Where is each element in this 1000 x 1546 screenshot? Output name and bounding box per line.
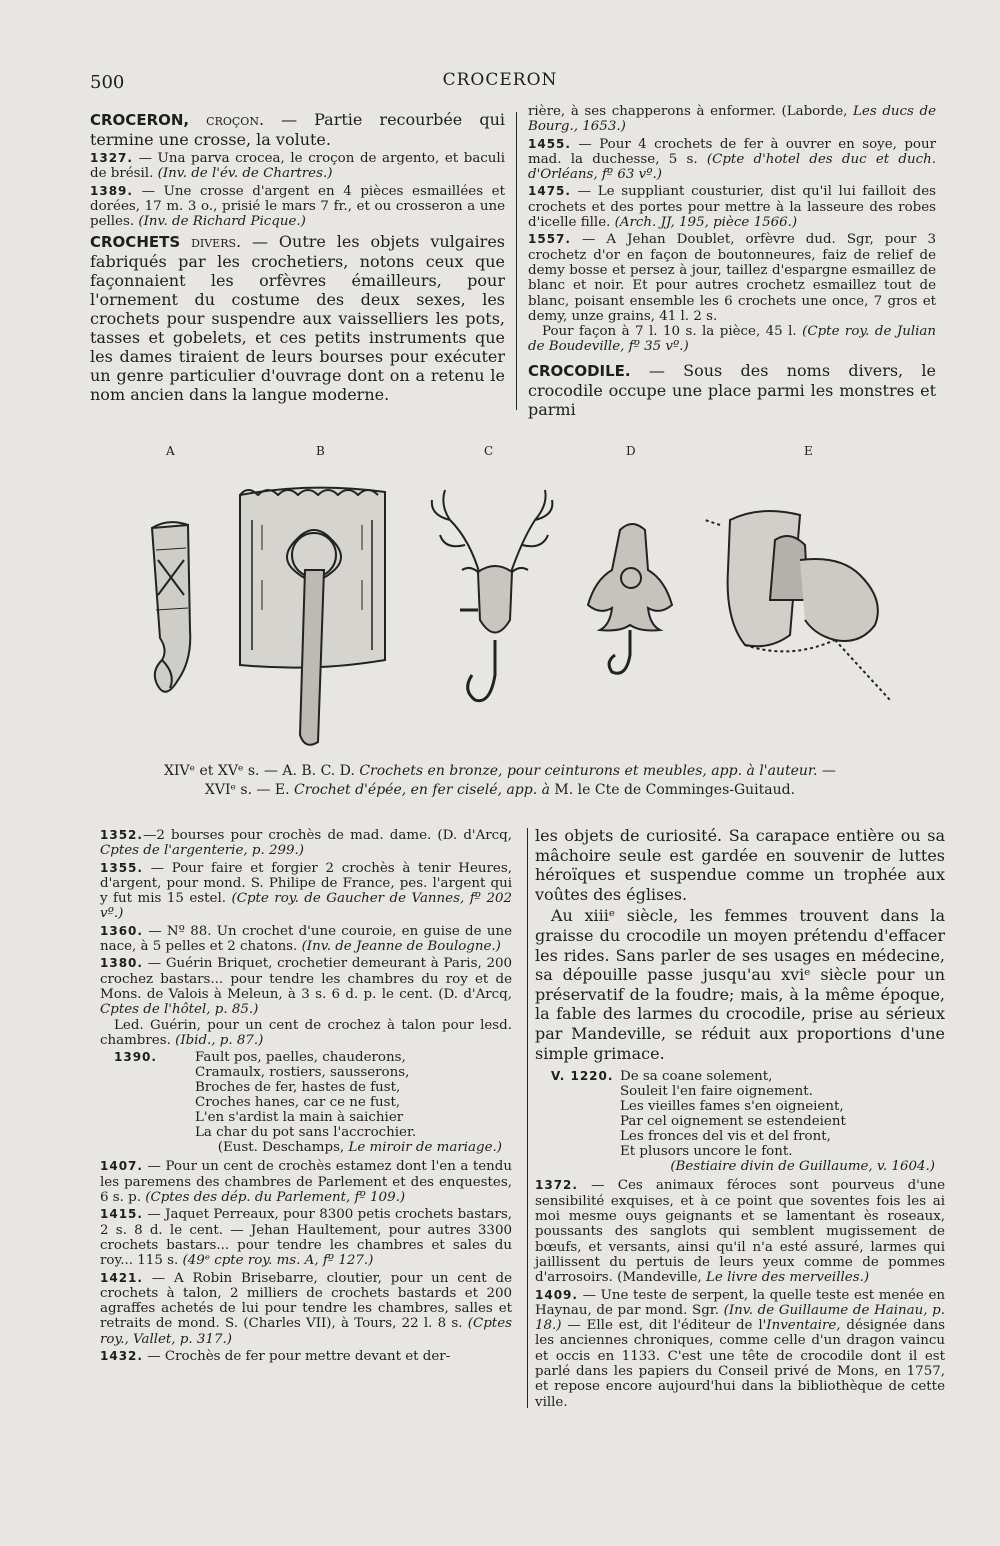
caption-text: — bbox=[817, 763, 836, 779]
top-left-column bbox=[90, 110, 505, 407]
caption-text: XVIᵉ s. — E. bbox=[204, 782, 295, 798]
entry-source: (Cptes roy., Vallet, p. 317.) bbox=[100, 1316, 512, 1347]
page-number: 500 bbox=[90, 72, 125, 93]
figure-label-b: B bbox=[316, 444, 325, 458]
entry-1380 bbox=[100, 956, 512, 1017]
verse-line: L'en s'ardist la main à saichier bbox=[195, 1110, 404, 1126]
entry-1389 bbox=[90, 184, 505, 230]
caption-text: M. le Cte de Comminges-Guitaud. bbox=[549, 782, 796, 798]
entry-source: (Inv. de Guillaume de Hainau, p. 18.) bbox=[535, 1302, 945, 1334]
verse-attribution: (Bestiaire divin de Guillaume, v. 1604.) bbox=[670, 1159, 935, 1175]
entry-number: 1390. bbox=[114, 1050, 157, 1065]
entry-number: 1557. bbox=[528, 232, 571, 247]
entry-text: — A Jehan Doublet, orfèvre dud. Sgr, pour 3 crochetz d'or en façon de boutonneures, faiz de relief de demy bosse et persez à jour, taillez d'espargne esmaillez de blanc et noir. Et pour autres crochetz esmaillez tout de blanc, poisant ensemble les 6 crochets une once, 7 gros et demy, unze grains, 41 l. 2 s. bbox=[528, 232, 936, 324]
hook-e-drawing bbox=[705, 511, 890, 700]
column-rule bbox=[527, 828, 528, 1408]
entry-1327 bbox=[90, 151, 505, 182]
entry-1380-continued bbox=[100, 1018, 512, 1049]
entry-croceron bbox=[90, 110, 505, 149]
entry-number: 1455. bbox=[528, 136, 571, 151]
headword-croceron: CROCERON, bbox=[90, 111, 190, 129]
hook-c-drawing bbox=[432, 490, 553, 701]
verse-line: Les vieilles fames s'en oigneient, bbox=[620, 1099, 844, 1115]
entry-1360 bbox=[100, 924, 512, 955]
verse-block bbox=[195, 1050, 512, 1140]
caption-italic: Crochets en bronze, pour ceinturons et meubles, app. à l'auteur. bbox=[359, 763, 818, 779]
entry-1372 bbox=[535, 1178, 945, 1285]
entry-number: 1421. bbox=[100, 1270, 143, 1285]
entry-source: (Inv. de Jeanne de Boulogne.) bbox=[301, 939, 501, 955]
bottom-right-column bbox=[535, 826, 945, 1412]
verse-line: Broches de fer, hastes de fust, bbox=[195, 1080, 401, 1096]
figure-label-a: A bbox=[166, 444, 175, 458]
caption-text: XIVᵉ et XVᵉ s. — A. B. C. D. bbox=[164, 763, 360, 779]
entry-text: — Pour 4 crochets de fer à ouvrer en soye, pour mad. la duchesse, 5 s. bbox=[528, 136, 936, 167]
caption-italic: Crochet d'épée, en fer ciselé, app. à bbox=[294, 782, 550, 798]
crochets-illustration bbox=[0, 460, 1000, 760]
verse-block bbox=[620, 1069, 945, 1159]
entry-text: — Ces animaux féroces sont pourveus d'une sensibilité exquises, et à ce point que soventes fois les ai moi mesme ouys geignants et se lamentant ès roseaux, poussants des sanglots qui semblent mugissement de bœufs, et versants, ainsi qu'il n'a esté assuré, larmes qui jaillissent du pertuis de leurs yeux comme de pommes d'arrosoirs. (Mandeville, bbox=[535, 1178, 945, 1286]
entry-1352 bbox=[100, 828, 512, 859]
entry-number: 1360. bbox=[100, 923, 143, 938]
attribution-author: (Eust. Deschamps, bbox=[217, 1140, 349, 1156]
entry-text: — Pour faire et forgier 2 crochès à tenir Heures, d'argent, pour mond. S. Philipe de France, pes. l'argent qui y fut mis 15 estel. bbox=[100, 860, 512, 907]
entry-number: 1475. bbox=[528, 184, 571, 199]
entry-1432 bbox=[100, 1349, 512, 1364]
entry-text: — Crochès de fer pour mettre devant et der- bbox=[142, 1349, 451, 1365]
entry-source: (Cpte roy. de Gaucher de Vannes, fº 202 vº.) bbox=[100, 891, 513, 922]
verse-line: Par cel oignement se estendeient bbox=[620, 1114, 846, 1130]
entry-text: — Le suppliant cousturier, dist qu'il lui failloit des crochets et des portes pour mettre à la lasseure des robes d'icelle fille. bbox=[528, 184, 936, 231]
figure-caption-line-2 bbox=[0, 781, 1000, 799]
entry-source: Les ducs de Bourg., 1653.) bbox=[528, 104, 937, 135]
entry-1390 bbox=[100, 1050, 512, 1155]
figure-label-d: D bbox=[626, 444, 636, 458]
entry-text: Pour façon à 7 l. 10 s. la pièce, 45 l. bbox=[542, 324, 803, 340]
verse-line: Les fronces del vis et del front, bbox=[620, 1129, 831, 1145]
entry-number: 1352. bbox=[100, 828, 143, 842]
entry-number: 1415. bbox=[100, 1207, 143, 1222]
entry-text: — Une teste de serpent, la quelle teste est menée en Haynau, de par mond. Sgr. bbox=[535, 1287, 945, 1318]
entry-source: Le livre des merveilles.) bbox=[706, 1270, 870, 1286]
verse-line: Souleit l'en faire oignement. bbox=[620, 1084, 813, 1100]
entry-number: V. 1220. bbox=[551, 1069, 614, 1084]
hook-b-drawing bbox=[240, 488, 385, 745]
entry-number: 1355. bbox=[100, 860, 143, 875]
verse-line: De sa coane solement, bbox=[620, 1069, 773, 1085]
entry-crocodile bbox=[528, 361, 936, 419]
entry-continuation bbox=[528, 104, 936, 135]
entry-source: (Cpte d'hotel des duc et duch. d'Orléans, fº 63 vº.) bbox=[528, 151, 937, 183]
entry-source: Inventaire, bbox=[766, 1318, 841, 1334]
entry-1415 bbox=[100, 1207, 512, 1268]
entry-source: (Arch. JJ, 195, pièce 1566.) bbox=[614, 215, 798, 231]
entry-text: Led. Guérin, pour un cent de crochez à talon pour lesd. chambres. bbox=[100, 1017, 512, 1048]
entry-source: Cptes de l'hôtel, p. 85.) bbox=[100, 1002, 259, 1018]
entry-crochets bbox=[90, 232, 505, 405]
entry-1455 bbox=[528, 137, 936, 183]
entry-1475 bbox=[528, 184, 936, 230]
definition: — Outre les objets vulgaires fabriqués par les crochetiers, notons ceux que façonnaient les orfèvres émailleurs, pour l'ornement du costume des deux sexes, les crochets pour suspendre aux vaisselliers les pots, tasses et gobelets, et ces petits instruments que les dames tiraient de leurs bourses pour exécuter un genre particulier d'ouvrage dont on a retenu le nom ancien dans la langue moderne. bbox=[90, 231, 505, 405]
headword-variant: croçon. bbox=[206, 110, 265, 129]
attribution-title: Le miroir de mariage.) bbox=[348, 1140, 502, 1156]
crocodile-paragraph-2: Au xiiiᵉ siècle, les femmes trouvent dans la graisse du crocodile un moyen prétendu d'effacer les rides. Sans parler de ses usages en médecine, sa dépouille passe jusqu'au xviᵉ siècle pour un préservatif de la foudre; mais, à la même époque, la fable des larmes du crocodile, prise au sérieux par Mandeville, se réduit aux proportions d'une simple grimace. bbox=[535, 906, 945, 1063]
entry-source: (Inv. de Richard Picque.) bbox=[138, 214, 306, 230]
figure-label-e: E bbox=[804, 444, 813, 458]
running-title: CROCERON bbox=[442, 70, 558, 90]
verse-attribution bbox=[100, 1140, 512, 1155]
entry-text: rière, à ses chapperons à enformer. (Laborde, bbox=[528, 104, 853, 119]
top-right-column bbox=[528, 104, 936, 421]
entry-text: — Pour un cent de crochès estamez dont l'en a tendu les paremens des chambres de Parlement et des enquestes, 6 s. p. bbox=[100, 1159, 512, 1206]
definition: — Sous des noms divers, le crocodile occupe une place parmi les monstres et parmi bbox=[528, 360, 936, 419]
entry-1557-continued bbox=[528, 324, 936, 355]
entry-1407 bbox=[100, 1159, 512, 1205]
entry-1421 bbox=[100, 1271, 512, 1347]
verse-line: Cramaulx, rostiers, sausserons, bbox=[195, 1065, 410, 1081]
entry-text: — Une crosse d'argent en 4 pièces esmaillées et dorées, 17 m. 3 o., prisié le mars 7 fr., et ou crosseron a une pelles. bbox=[90, 183, 505, 230]
entry-number: 1372. bbox=[535, 1178, 578, 1193]
entry-number: 1407. bbox=[100, 1159, 143, 1174]
verse-line: La char du pot sans l'accrochier. bbox=[195, 1125, 417, 1141]
entry-text: — Elle est, dit l'éditeur de l' bbox=[561, 1318, 767, 1334]
entry-source: (Cpte roy. de Julian de Boudeville, fº 35 vº.) bbox=[528, 324, 936, 355]
headword-crocodile: CROCODILE. bbox=[528, 361, 631, 380]
entry-text: — Nº 88. Un crochet d'une couroie, en guise de une nace, à 5 pelles et 2 chatons. bbox=[100, 923, 512, 955]
entry-text: — Una parva crocea, le croçon de argento, et baculi de brésil. bbox=[90, 151, 505, 182]
entry-text: —2 bourses pour crochès de mad. dame. (D. d'Arcq, bbox=[142, 828, 512, 843]
column-rule bbox=[516, 112, 517, 410]
verse-line: Fault pos, paelles, chauderons, bbox=[195, 1050, 406, 1066]
entry-number: 1432. bbox=[100, 1349, 143, 1364]
entry-source: (49ᵉ cpte roy. ms. A, fº 127.) bbox=[182, 1253, 374, 1269]
entry-number: 1409. bbox=[535, 1287, 578, 1302]
entry-text: désignée dans les anciennes chroniques, comme celle d'un dragon vaincu et occis en 1133. C'est une tête de crocodile dont il est parlé dans les papiers du Conseil privé de Mons, en 1757, et repose encore aujourd'hui dans la bibliothèque de cette ville. bbox=[535, 1318, 945, 1410]
entry-source: (Cptes des dép. du Parlement, fº 109.) bbox=[145, 1190, 406, 1206]
figure-label-c: C bbox=[484, 444, 494, 458]
entry-text: — A Robin Brisebarre, cloutier, pour un cent de crochets à talon, 2 milliers de crochets bastards et 200 agraffes achetés de lui pour tendre les chambres, salles et retraits de mond. S. (Charles VII), à Tours, 22 l. 8 s. bbox=[100, 1270, 512, 1332]
headword-crochets: CROCHETS bbox=[90, 232, 181, 251]
entry-text: — Jaquet Perreaux, pour 8300 petis crochets bastars, 2 s. 8 d. le cent. — Jehan Haultement, pour autres 3300 crochets bastars... pour tendre les chambres et sales du roy... 115 s. bbox=[100, 1207, 512, 1269]
crocodile-paragraph-1: les objets de curiosité. Sa carapace entière ou sa mâchoire seule est gardée en souvenir de luttes héroïques et suspendue comme un trophée aux voûtes des églises. bbox=[535, 826, 945, 904]
entry-1557 bbox=[528, 232, 936, 324]
hook-a-drawing bbox=[152, 522, 190, 692]
entry-v1220 bbox=[535, 1069, 945, 1174]
hook-d-drawing bbox=[588, 524, 672, 673]
verse-line: Croches hanes, car ce ne fust, bbox=[195, 1095, 401, 1111]
entry-number: 1380. bbox=[100, 956, 143, 971]
entry-source: (Inv. de l'év. de Chartres.) bbox=[157, 166, 333, 182]
headword-variant: divers. bbox=[191, 231, 242, 251]
entry-number: 1327. bbox=[90, 151, 133, 166]
figure-caption-line-1 bbox=[0, 762, 1000, 780]
entry-1409 bbox=[535, 1288, 945, 1410]
entry-source: Cptes de l'argenterie, p. 299.) bbox=[100, 843, 305, 859]
entry-source: (Ibid., p. 87.) bbox=[175, 1032, 264, 1048]
entry-number: 1389. bbox=[90, 183, 133, 198]
bottom-left-column bbox=[100, 828, 512, 1366]
definition: — Partie recourbée qui termine une crosse, la volute. bbox=[90, 110, 505, 150]
entry-text: — Guérin Briquet, crochetier demeurant à Paris, 200 crochez bastars... pour tendre les chambres du roy et de Mons. de Valois à Meleun, à 3 s. 6 d. p. le cent. (D. d'Arcq, bbox=[100, 956, 512, 1002]
verse-line: Et plusors uncore le font. bbox=[620, 1144, 793, 1160]
entry-1355 bbox=[100, 861, 512, 922]
